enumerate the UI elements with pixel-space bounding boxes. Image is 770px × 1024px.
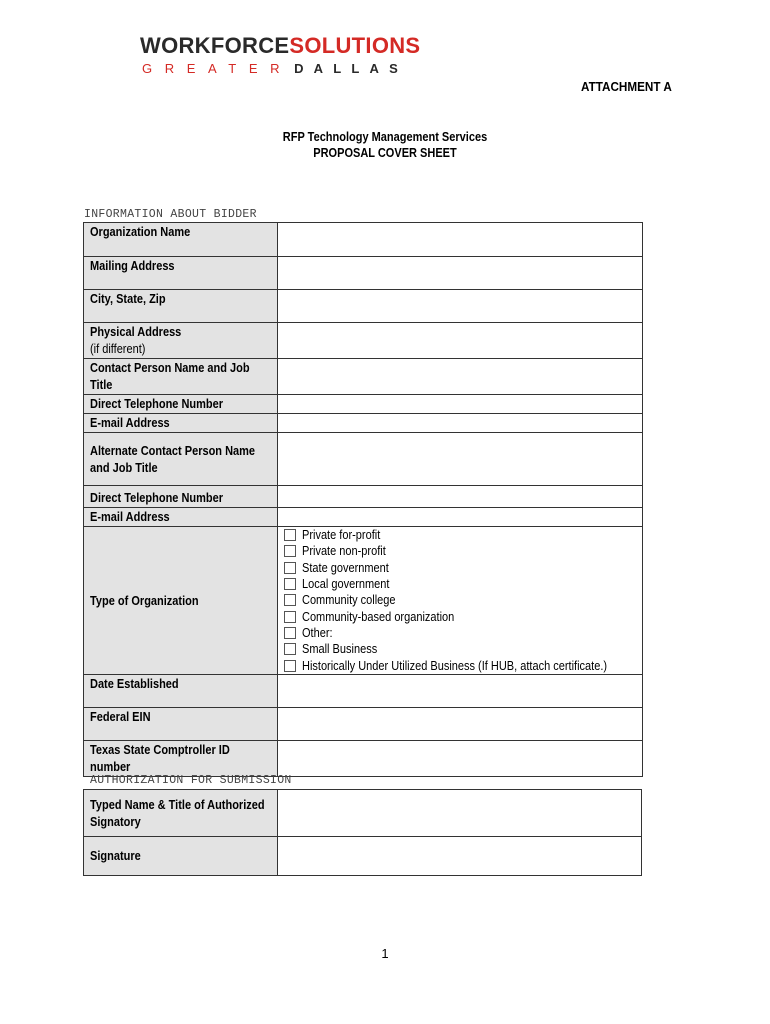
organization-name-label: Organization Name bbox=[84, 223, 278, 257]
alternate-telephone-field[interactable] bbox=[278, 486, 643, 508]
alternate-email-label: E-mail Address bbox=[84, 508, 278, 527]
checkbox-icon[interactable] bbox=[284, 529, 296, 541]
org-type-option[interactable]: Community college bbox=[284, 592, 642, 608]
checkbox-icon[interactable] bbox=[284, 578, 296, 590]
document-subtitle: PROPOSAL COVER SHEET bbox=[313, 146, 457, 160]
org-type-option[interactable]: Small Business bbox=[284, 641, 642, 657]
contact-person-field[interactable] bbox=[278, 359, 643, 395]
date-established-label: Date Established bbox=[84, 675, 278, 708]
checkbox-icon[interactable] bbox=[284, 643, 296, 655]
date-established-field[interactable] bbox=[278, 675, 643, 708]
federal-ein-label: Federal EIN bbox=[84, 708, 278, 741]
checkbox-icon[interactable] bbox=[284, 611, 296, 623]
federal-ein-field[interactable] bbox=[278, 708, 643, 741]
org-type-option[interactable]: Historically Under Utilized Business (If HUB, attach certificate.) bbox=[284, 657, 642, 673]
email-address-field[interactable] bbox=[278, 414, 643, 433]
workforce-solutions-logo bbox=[140, 33, 421, 76]
authorization-section-label: AUTHORIZATION FOR SUBMISSION bbox=[90, 774, 292, 787]
org-type-option[interactable]: Local government bbox=[284, 576, 642, 592]
logo-word-workforce: WORKFORCE bbox=[140, 33, 290, 58]
logo-word-dallas: DALLAS bbox=[294, 61, 408, 76]
org-type-option[interactable]: Private non-profit bbox=[284, 543, 642, 559]
alternate-telephone-label: Direct Telephone Number bbox=[84, 486, 278, 508]
typed-name-title-label: Typed Name & Title of Authorized Signatory bbox=[84, 790, 278, 837]
mailing-address-field[interactable] bbox=[278, 257, 643, 290]
org-type-option[interactable]: Other: bbox=[284, 625, 642, 641]
signature-label: Signature bbox=[84, 837, 278, 876]
physical-address-note: (if different) bbox=[90, 342, 146, 356]
checkbox-icon[interactable] bbox=[284, 594, 296, 606]
mailing-address-label: Mailing Address bbox=[84, 257, 278, 290]
bidder-info-table bbox=[83, 222, 643, 777]
organization-name-field[interactable] bbox=[278, 223, 643, 257]
bidder-section-label: INFORMATION ABOUT BIDDER bbox=[84, 208, 257, 221]
org-type-option[interactable]: State government bbox=[284, 560, 642, 576]
org-type-option[interactable]: Private for-profit bbox=[284, 527, 642, 543]
alternate-email-field[interactable] bbox=[278, 508, 643, 527]
org-type-option[interactable]: Community-based organization bbox=[284, 608, 642, 624]
document-title: RFP Technology Management Services bbox=[282, 130, 488, 144]
direct-telephone-label: Direct Telephone Number bbox=[84, 395, 278, 414]
city-state-zip-label: City, State, Zip bbox=[84, 290, 278, 323]
physical-address-field[interactable] bbox=[278, 323, 643, 359]
logo-word-greater: GREATER bbox=[142, 61, 293, 76]
city-state-zip-field[interactable] bbox=[278, 290, 643, 323]
attachment-label: ATTACHMENT A bbox=[581, 79, 672, 94]
page-number: 1 bbox=[381, 946, 389, 961]
checkbox-icon[interactable] bbox=[284, 562, 296, 574]
authorization-table bbox=[83, 789, 642, 876]
comptroller-id-field[interactable] bbox=[278, 741, 643, 777]
checkbox-icon[interactable] bbox=[284, 660, 296, 672]
checkbox-icon[interactable] bbox=[284, 627, 296, 639]
email-address-label: E-mail Address bbox=[84, 414, 278, 433]
signature-field[interactable] bbox=[278, 837, 642, 876]
physical-address-label: Physical Address (if different) bbox=[84, 323, 278, 359]
organization-type-label: Type of Organization bbox=[84, 527, 278, 675]
typed-name-title-field[interactable] bbox=[278, 790, 642, 837]
alternate-contact-label: Alternate Contact Person Name and Job Title bbox=[84, 433, 278, 486]
contact-person-label: Contact Person Name and Job Title bbox=[84, 359, 278, 395]
organization-type-options bbox=[278, 527, 643, 675]
alternate-contact-field[interactable] bbox=[278, 433, 643, 486]
comptroller-id-label: Texas State Comptroller ID number bbox=[84, 741, 278, 777]
logo-word-solutions: SOLUTIONS bbox=[289, 33, 421, 58]
direct-telephone-field[interactable] bbox=[278, 395, 643, 414]
checkbox-icon[interactable] bbox=[284, 545, 296, 557]
